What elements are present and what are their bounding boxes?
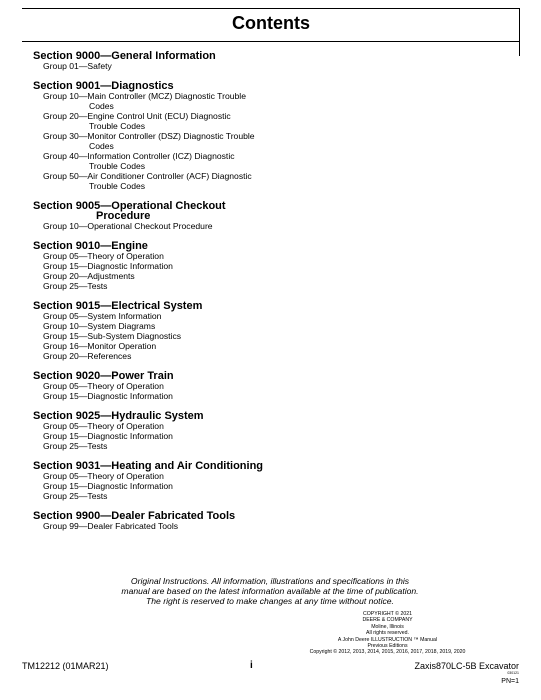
section-title[interactable]: Section 9010—Engine: [33, 240, 148, 252]
group-entry[interactable]: Group 30—Monitor Controller (DSZ) Diagnostic Trouble Codes: [43, 131, 255, 151]
copyright-line: Moline, Illinois: [371, 623, 404, 630]
copyright-block: [270, 611, 505, 656]
top-rule: [22, 8, 520, 9]
group-entry[interactable]: Group 15—Diagnostic Information: [43, 481, 173, 491]
toc-section: [33, 81, 503, 191]
footer-manual-id: TM12212 (01MAR21): [22, 661, 109, 671]
legal-notice: [60, 576, 480, 606]
group-entry[interactable]: Group 15—Diagnostic Information: [43, 261, 173, 271]
section-title[interactable]: Section 9005—Operational Checkout Procedure: [33, 200, 226, 222]
group-entry[interactable]: Group 25—Tests: [43, 491, 108, 501]
section-title[interactable]: Section 9015—Electrical System: [33, 300, 203, 312]
group-entry[interactable]: Group 10—Main Controller (MCZ) Diagnostic Trouble Codes: [43, 91, 246, 111]
notice-line: The right is reserved to make changes at any time without notice.: [146, 596, 394, 606]
group-entry[interactable]: Group 20—References: [43, 351, 132, 361]
page-title: Contents: [232, 13, 310, 33]
group-entry[interactable]: Group 10—System Diagrams: [43, 321, 156, 331]
copyright-line: Copyright © 2012, 2013, 2014, 2015, 2016, 2017, 2018, 2019, 2020: [309, 649, 466, 656]
group-entry[interactable]: Group 05—Theory of Operation: [43, 471, 164, 481]
toc-section: [33, 411, 503, 451]
group-entry[interactable]: Group 50—Air Conditioner Controller (ACF) Diagnostic Trouble Codes: [43, 171, 252, 191]
section-title[interactable]: Section 9900—Dealer Fabricated Tools: [33, 510, 236, 522]
notice-line: manual are based on the latest information available at the time of publication.: [121, 586, 419, 596]
section-title[interactable]: Section 9025—Hydraulic System: [33, 410, 204, 422]
footer-model: Zaxis870LC-5B Excavator: [414, 661, 519, 671]
group-entry[interactable]: Group 05—Theory of Operation: [43, 421, 164, 431]
group-entry[interactable]: Group 15—Sub-System Diagnostics: [43, 331, 182, 341]
toc-section: [33, 461, 503, 501]
section-title[interactable]: Section 9031—Heating and Air Conditioning: [33, 460, 264, 472]
footer-page-number: i: [250, 660, 253, 671]
group-entry[interactable]: Group 99—Dealer Fabricated Tools: [43, 521, 179, 531]
notice-line: Original Instructions. All information, illustrations and specifications in this: [130, 576, 410, 586]
group-entry[interactable]: Group 01—Safety: [43, 61, 112, 71]
toc-section: [33, 301, 503, 361]
group-entry[interactable]: Group 25—Tests: [43, 441, 108, 451]
toc-section: [33, 201, 503, 231]
copyright-line: DEERE & COMPANY: [362, 617, 413, 624]
group-entry[interactable]: Group 05—Theory of Operation: [43, 381, 164, 391]
group-entry[interactable]: Group 25—Tests: [43, 281, 108, 291]
group-entry[interactable]: Group 05—System Information: [43, 311, 162, 321]
group-entry[interactable]: Group 16—Monitor Operation: [43, 341, 157, 351]
toc-section: [33, 371, 503, 401]
title-rule: [22, 41, 520, 42]
table-of-contents: [33, 51, 503, 541]
group-entry[interactable]: Group 20—Engine Control Unit (ECU) Diagnostic Trouble Codes: [43, 111, 231, 131]
group-entry[interactable]: Group 20—Adjustments: [43, 271, 135, 281]
copyright-line: Previous Editions: [367, 643, 408, 650]
toc-section: [33, 241, 503, 291]
section-title[interactable]: Section 9020—Power Train: [33, 370, 174, 382]
copyright-line: All rights reserved.: [366, 630, 409, 637]
footer-code: 030121: [507, 671, 519, 675]
group-entry[interactable]: Group 05—Theory of Operation: [43, 251, 164, 261]
section-title[interactable]: Section 9001—Diagnostics: [33, 80, 174, 92]
group-entry[interactable]: Group 15—Diagnostic Information: [43, 391, 173, 401]
group-entry[interactable]: Group 15—Diagnostic Information: [43, 431, 173, 441]
footer-pn: PN=1: [501, 678, 519, 685]
group-entry[interactable]: Group 10—Operational Checkout Procedure: [43, 221, 213, 231]
section-title[interactable]: Section 9000—General Information: [33, 50, 216, 62]
toc-section: [33, 51, 503, 71]
copyright-line: A John Deere ILLUSTRUCTION ™ Manual: [337, 636, 438, 643]
copyright-line: COPYRIGHT © 2021: [363, 611, 412, 617]
toc-section: [33, 511, 503, 531]
group-entry[interactable]: Group 40—Information Controller (ICZ) Diagnostic Trouble Codes: [43, 151, 235, 171]
